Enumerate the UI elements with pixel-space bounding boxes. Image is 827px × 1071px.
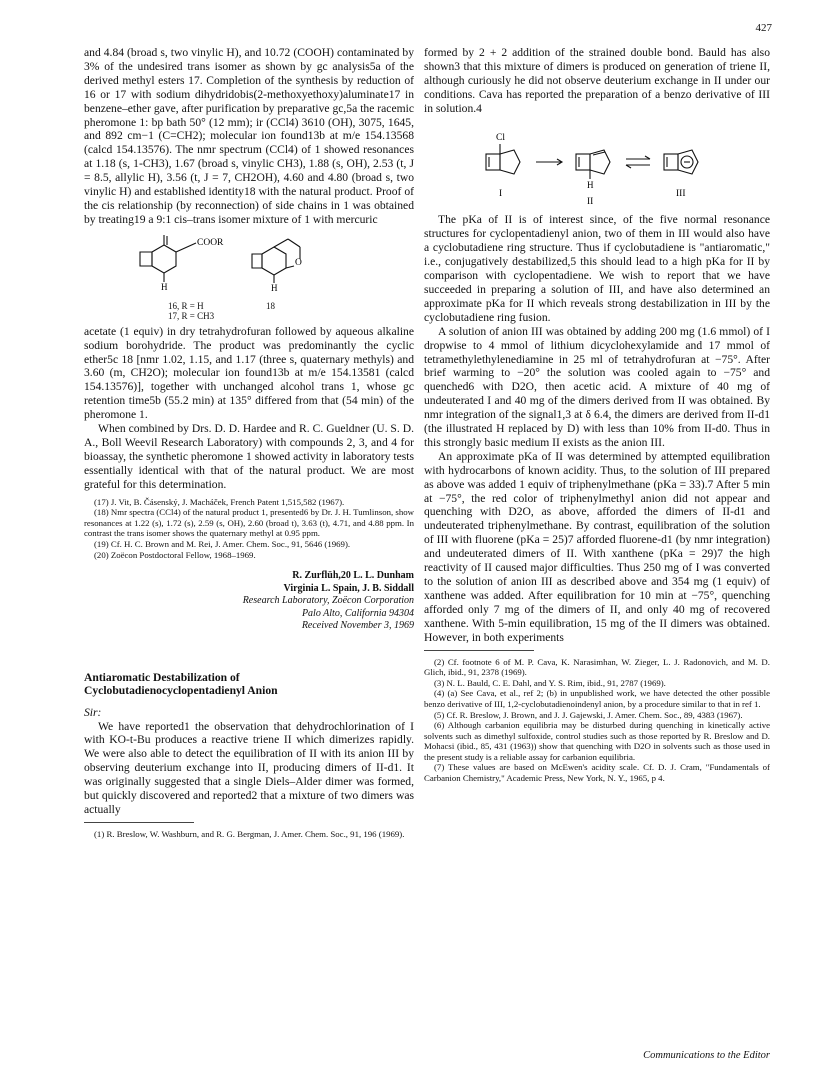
structure-18 [252,239,300,283]
author-block [84,570,414,633]
structure-17-label: 17, R = CH3 [168,310,215,321]
chlorine-label: Cl [496,132,505,143]
left-footnotes [84,497,414,561]
structure-18-h: H [271,282,278,293]
footnote-2: (2) Cf. footnote 6 of M. P. Cava, K. Narasimhan, W. Zieger, L. J. Radonovich, and M. D. Glich, ibid., 91, 2378 (1969). [424,656,770,678]
structure-16 [140,235,196,282]
compound-III [664,150,698,174]
footnote-rule-left [84,822,194,823]
right-paragraph-solution: A solution of anion III was obtained by adding 200 mg (1.6 mmol) of I dropwise to 4 mmol of lithium dicyclohexylamide and 17 mmol of tetramethylethylenediamine in 25 ml of tetrahydrofuran at −75°. After brief warming to −20° the solution was cooled again to −75° and quenched6 with D2O, then acetic acid. A mixture of 40 mg of undeuterated I and 40 mg of the dimers derived from II was obtained. By nmr integration of the signal1,3 at δ 6.4, the dimers are derived from II-d1 (the illustrated H replaced by D) with less than 10% from II-d0. Thus in this strongly basic medium II exists as the anion III. [424,324,770,449]
footnote-5: (5) Cf. R. Breslow, J. Brown, and J. J. Gajewski, J. Amer. Chem. Soc., 89, 4383 (1967). [434,709,743,720]
structure-16-label: 16, R = H [168,300,204,311]
compound-II-h: H [587,179,594,190]
structure-18-label: 18 [266,300,275,311]
right-column [424,46,770,784]
footnote-17: (17) J. Vit, B. Čásenský, J. Macháček, French Patent 1,515,582 (1967). [94,496,345,507]
left-paragraph-acknowledgment: When combined by Drs. D. D. Hardee and R. C. Gueldner (U. S. D. A., Boll Weevil Research Laboratory) with compounds 2, 3, and 4 for bioassay, the synthetic pheromone 1 showed activity in laboratory tests essentially identical with that of the natural product. We are most grateful for this determination. [84,422,414,491]
left-paragraph-continued: and 4.84 (broad s, two vinylic H), and 10.72 (COOH) contaminated by 3% of the undesired trans isomer as shown by gc analysis5a of the derived methyl esters 17. Completion of the synthesis by reduction of 16 or 17 with sodium dihydridobis(2-methoxyethoxy)aluminate17 in benzene–ether gave, after purification by preparative gc,5a the racemic pheromone 1: bp bath 50° (12 mm); ir (CCl4) 3610 (OH), 3075, 1645, and 892 cm−1 (C=CH2); molecular ion found13b at m/e 154.13568 (calcd 154.13576). The nmr spectrum (CCl4) of 1 showed resonances at 1.18 (s, 1-CH3), 1.67 (broad s, vinylic CH3), 1.88 (s, OH), 2.53 (t, J = 8.5, allylic H), 3.56 (t, J = 7, CH2OH), 4.60 and 4.80 (broad s, two vinylic H) and established identity18 with the natural product. Proof of the cis relationship (by reconnection) of side chains in 1 was obtained by treating19 a 9:1 cis–trans isomer mixture of 1 with mercuric [84,46,414,226]
footnote-18: (18) Nmr spectra (CCl4) of the natural product 1, presented6 by Dr. J. H. Tumlinson, show resonances at 1.22 (s), 1.72 (s), 2.59 (s, OH), 2.60 (broad t), 3.63 (t), 4.71, and 4.88 ppm. In contrast the trans isomer shows the quaternary methyl at 0.95 ppm. [84,507,414,539]
left-column [84,46,414,839]
footnote-7: (7) These values are based on McEwen's acidity scale. Cf. D. J. Cram, "Fundamentals of Carbanion Chemistry," Academic Press, New York, N. Y., 1965, p 4. [424,762,770,784]
reaction-arrow [536,159,562,165]
structure-18-o: O [295,257,302,268]
footnote-6: (6) Although carbanion equilibria may be disturbed during quenching in kinetically active solvents such as dimethyl sulfoxide, control studies such as those reported by R. Breslow and D. Mohacsi (ibid., 85, 431 (1963)) show that quenching with D2O in solvents such as those used in the present study is a reliable assay for carbanion equilibria. [424,720,770,762]
compound-I-label: I [499,188,503,199]
compound-II-label: II [587,196,594,207]
structure-diagram-16-18 [84,235,414,297]
affiliation-line-1: Research Laboratory, Zoëcon Corporation [242,595,414,607]
compound-III-label: III [676,188,686,199]
affiliation-line-2: Palo Alto, California 94304 [301,607,414,619]
structures-16-18 [84,235,414,323]
equilibrium-arrows [626,156,650,168]
structure-16-group: COOR [197,237,224,248]
authors-line-1: R. Zurflüh,20 L. L. Dunham [292,570,414,582]
right-footnotes [424,657,770,784]
compound-I [486,144,520,174]
salutation: Sir: [84,705,102,719]
footnote-19: (19) Cf. H. C. Brown and M. Rei, J. Amer. Chem. Soc., 91, 5646 (1969). [94,538,351,549]
footnote-20: (20) Zoëcon Postdoctoral Fellow, 1968–1969. [94,549,256,560]
article-title [84,671,414,698]
footnote-3: (3) N. L. Bauld, C. E. Dahl, and Y. S. Rim, ibid., 91, 2787 (1969). [434,677,666,688]
reaction-scheme [424,124,770,212]
article-title-line-1: Antiaromatic Destabilization of [84,670,240,684]
left-paragraph-after-structures: acetate (1 equiv) in dry tetrahydrofuran followed by aqueous alkaline sodium borohydride. The product was predominantly the cyclic ether5c 18 [nmr 1.02, 1.15, and 1.17 (three s, quaternary methyls) and 3.60 (m, CH2O); molecular ion found13b at m/e 154.13581 (calcd 154.13576)], together with unchanged alcohol trans 1, whose gc retention time5b (55.2 min) at 135° differed from that (54 min) of the pheromone 1. [84,324,414,422]
left-paragraph-intro: We have reported1 the observation that dehydrochlorination of I with KO-t-Bu produces a reactive triene II which dimerizes rapidly. We were also able to detect the equilibration of II with its anion III by observing deuterium exchange into II, producing dimers of II-d1. It was originally suggested that a single Diels–Alder dimer was formed, but quickly discovered and reported2 that a mixture of two dimers was actually [84,719,414,816]
right-paragraph-top: formed by 2 + 2 addition of the strained double bond. Bauld has also shown3 that this mixture of dimers is produced on generation of triene II, although curiously he did not observe deuterium exchange in II under our conditions. Cava has reported the preparation of a benzo derivative of III in solution.4 [424,46,770,115]
authors-line-2: Virginia L. Spain, J. B. Siddall [283,582,414,594]
reaction-scheme-diagram [424,124,770,208]
compound-II [576,150,610,179]
footnote-4: (4) (a) See Cava, et al., ref 2; (b) in unpublished work, we have detected the other possible benzo derivative of III, 1,2-cyclobutadienoindenyl anion, by a procedure similar to that in ref 1. [424,688,770,709]
page-number: 427 [755,22,772,34]
footnote-1: (1) R. Breslow, W. Washburn, and R. G. Bergman, J. Amer. Chem. Soc., 91, 196 (1969). [94,828,405,839]
right-paragraph-pka: The pKa of II is of interest since, of the five normal resonance structures for cyclopentadienyl anion, two of them in III would also have a cyclobutadiene ring structure. Thus if cyclobutadiene is "antiaromatic," i.e., conjugatively destabilized,5 this should lead to a high pKa for II by comparison with cyclopentadiene. We wish to report that we have succeeded in preparing a solution of III, and have also determined an approximate pKa for II which reveals strong destabilization in III by the cyclobutadiene ring fusion. [424,213,770,324]
footnote-rule-right [424,650,534,651]
right-paragraph-equilibration: An approximate pKa of II was determined by attempted equilibration with hydrocarbons of known acidity. Thus, to the solution of III prepared as above was added 1 equiv of triphenylmethane (pKa = 33).7 After 5 min at −75°, the red color of triphenylmethyl anion did not appear and quenching with D2O, as above, afforded the dimers of II-d1 and undeuterated triphenylmethane. By contrast, equilibration of the solution of III with fluorene (pKa = 25)7 afforded fluorene-d1 (by nmr integration) and undeuterated dimers of II. With xanthene (pKa = 29)7 the high reactivity of II caused major difficulties. Thus 250 mg of I was converted to the solution of anion III as described above and 354 mg (1 equiv) of xanthene was added. After equilibration for 10 min at −75°, quenching afforded only 7 mg of the dimers of II, and only 40 mg of recovered xanthene. With 5-min equilibration, 15 mg of the II dimers was obtained. However, in both experiments [424,449,770,644]
article-title-line-2: Cyclobutadienocyclopentadienyl Anion [84,684,278,698]
received-date: Received November 3, 1969 [301,620,414,632]
journal-section-footer: Communications to the Editor [643,1050,770,1061]
structure-16-h: H [161,281,168,292]
